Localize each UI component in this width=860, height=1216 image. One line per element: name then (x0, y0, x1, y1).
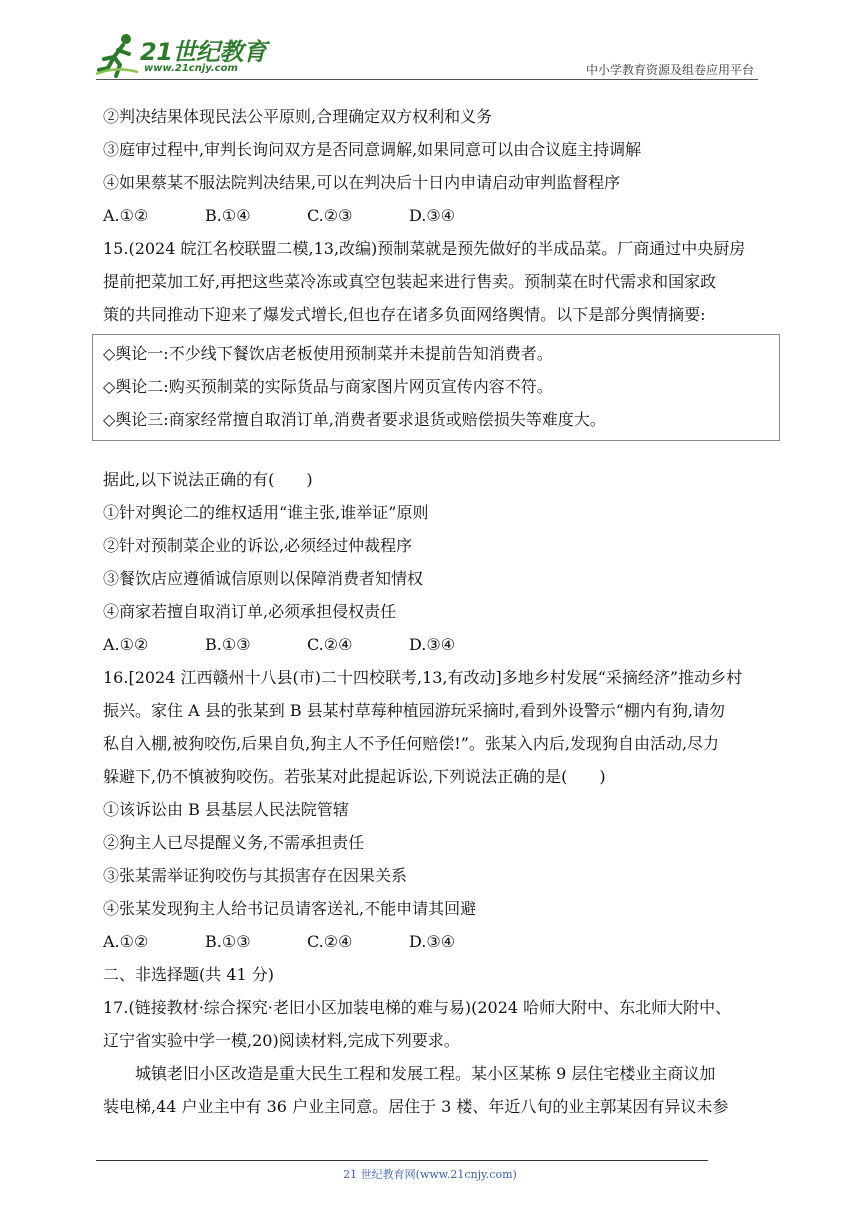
question-16-line: 16.[2024 江西赣州十八县(市)二十四校联考,13,有改动]多地乡村发展“采摘经济”推动乡村 (103, 668, 743, 687)
question-15-stem: 据此,以下说法正确的有( ) (103, 470, 313, 489)
question-17-line: 辽宁省实验中学一模,20)阅读材料,完成下列要求。 (103, 1031, 460, 1050)
option-d: D.③④ (409, 635, 456, 654)
option-a: A.①② (103, 932, 149, 951)
answer-options-q14 (103, 199, 769, 232)
statement-line: ④商家若擅自取消订单,必须承担侵权责任 (103, 602, 397, 621)
platform-title: 中小学教育资源及组卷应用平台 (585, 63, 754, 77)
option-d: D.③④ (409, 932, 456, 951)
statement-line: ①该诉讼由 B 县基层人民法院管辖 (103, 800, 349, 819)
site-logo[interactable] (96, 32, 266, 80)
question-16-line: 躲避下,仍不慎被狗咬伤。若张某对此提起诉讼,下列说法正确的是( ) (103, 767, 606, 786)
statement-line: ②判决结果体现民法公平原则,合理确定双方权利和义务 (103, 107, 493, 126)
option-b: B.①④ (205, 206, 251, 225)
question-17-line: 17.(链接教材·综合探究·老旧小区加装电梯的难与易)(2024 哈师大附中、东北师大附中、 (103, 998, 732, 1017)
runner-icon (96, 32, 140, 78)
statement-line: ③张某需举证狗咬伤与其损害存在因果关系 (103, 866, 408, 885)
document-body (103, 100, 769, 1123)
question-15-line: 提前把菜加工好,再把这些菜冷冻或真空包装起来进行售卖。预制菜在时代需求和国家政 (103, 272, 717, 291)
statement-line: ③庭审过程中,审判长询问双方是否同意调解,如果同意可以由合议庭主持调解 (103, 140, 642, 159)
option-c: C.②④ (307, 932, 353, 951)
opinion-item: ◇舆论三:商家经常擅自取消订单,消费者要求退货或赔偿损失等难度大。 (103, 410, 606, 429)
question-15-line: 15.(2024 皖江名校联盟二模,13,改编)预制菜就是预先做好的半成品菜。厂商通过中央厨房 (103, 239, 746, 258)
statement-line: ②针对预制菜企业的诉讼,必须经过仲裁程序 (103, 536, 413, 555)
option-c: C.②④ (307, 635, 353, 654)
answer-options-q15 (103, 628, 769, 661)
material-paragraph-line: 城镇老旧小区改造是重大民生工程和发展工程。某小区某栋 9 层住宅楼业主商议加 (135, 1064, 716, 1083)
logo-brand-text: 21世纪教育 (140, 38, 267, 66)
statement-line: ④如果蔡某不服法院判决结果,可以在判决后十日内申请启动审判监督程序 (103, 173, 621, 192)
question-15-line: 策的共同推动下迎来了爆发式增长,但也存在诸多负面网络舆情。以下是部分舆情摘要: (103, 305, 706, 324)
section-heading: 二、非选择题(共 41 分) (103, 965, 275, 984)
statement-line: ②狗主人已尽提醒义务,不需承担责任 (103, 833, 365, 852)
question-16-line: 私自入棚,被狗咬伤,后果自负,狗主人不予任何赔偿!”。张某入内后,发现狗自由活动,尽力 (103, 734, 720, 753)
footer-divider (96, 1160, 708, 1161)
option-b: B.①③ (205, 932, 251, 951)
statement-line: ④张某发现狗主人给书记员请客送礼,不能申请其回避 (103, 899, 477, 918)
question-16-line: 振兴。家住 A 县的张某到 B 县某村草莓种植园游玩采摘时,看到外设警示“棚内有狗,请勿 (103, 701, 726, 720)
material-paragraph-line: 装电梯,44 户业主中有 36 户业主同意。居住于 3 楼、年近八旬的业主郭某因有异议未参 (103, 1097, 729, 1116)
page-header (0, 0, 860, 90)
opinion-item: ◇舆论一:不少线下餐饮店老板使用预制菜并未提前告知消费者。 (103, 344, 553, 363)
opinion-item: ◇舆论二:购买预制菜的实际货品与商家图片网页宣传内容不符。 (103, 377, 553, 396)
option-b: B.①③ (205, 635, 251, 654)
header-divider (96, 79, 758, 80)
statement-line: ①针对舆论二的维权适用“谁主张,谁举证”原则 (103, 503, 429, 522)
statement-line: ③餐饮店应遵循诚信原则以保障消费者知情权 (103, 569, 424, 588)
option-d: D.③④ (409, 206, 456, 225)
option-c: C.②③ (307, 206, 353, 225)
option-a: A.①② (103, 635, 149, 654)
answer-options-q16 (103, 925, 769, 958)
logo-url-text: www.21cnjy.com (144, 63, 238, 74)
opinion-summary-box (92, 334, 780, 441)
option-a: A.①② (103, 206, 149, 225)
footer-link[interactable]: 21 世纪教育网(www.21cnjy.com) (343, 1168, 517, 1181)
